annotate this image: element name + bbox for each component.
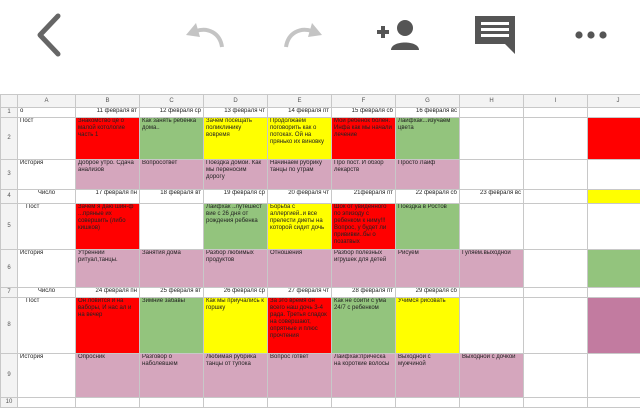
cell[interactable]: 15 февраля сб: [332, 108, 396, 118]
cell[interactable]: [460, 108, 524, 118]
sheet-row: [1, 298, 640, 354]
cell[interactable]: 25 февраля вт: [140, 288, 204, 298]
cell[interactable]: [396, 398, 460, 408]
cell[interactable]: 20 февраля чт: [268, 190, 332, 204]
cell[interactable]: [524, 160, 588, 190]
cell[interactable]: [332, 398, 396, 408]
cell[interactable]: 23 февраля вс: [460, 190, 524, 204]
cell[interactable]: 29 февраля сб: [396, 288, 460, 298]
cell[interactable]: [588, 108, 640, 118]
sheet-row: [1, 190, 640, 204]
cell[interactable]: Мой ребенок болен. Инфа как мы начали лечение: [332, 118, 396, 160]
column-header[interactable]: F: [332, 95, 396, 108]
cell[interactable]: [524, 354, 588, 398]
cell[interactable]: Пост: [18, 118, 76, 160]
more-options-icon[interactable]: [567, 10, 617, 60]
column-header[interactable]: D: [204, 95, 268, 108]
comment-icon[interactable]: [470, 10, 520, 60]
column-header[interactable]: E: [268, 95, 332, 108]
cell[interactable]: Как занять ребёнка дома..: [140, 118, 204, 160]
grid-table: [0, 94, 640, 408]
cell[interactable]: Поездка домой. Как мы переносим дорогу: [204, 160, 268, 190]
column-header[interactable]: J: [588, 95, 640, 108]
column-header[interactable]: C: [140, 95, 204, 108]
cell[interactable]: [524, 118, 588, 160]
cell[interactable]: 27 февраля чт: [268, 288, 332, 298]
sheet-row: [1, 354, 640, 398]
cell[interactable]: Пост: [18, 204, 76, 250]
column-header[interactable]: H: [460, 95, 524, 108]
cell[interactable]: Просто Лайф: [396, 160, 460, 190]
row-header[interactable]: 6: [1, 250, 18, 288]
cell[interactable]: [524, 204, 588, 250]
toolbar: [0, 0, 640, 92]
cell[interactable]: Утренний ритуал,танцы.: [76, 250, 140, 288]
column-header[interactable]: B: [76, 95, 140, 108]
cell[interactable]: Разбор любимых продуктов: [204, 250, 268, 288]
sheet-row: [1, 250, 640, 288]
cell[interactable]: Шок от увиденного по эпизоду с ребенком к ниму!!! Вопрос, у будет ли прививки..бы о позатвых: [332, 204, 396, 250]
cell[interactable]: [524, 190, 588, 204]
cell[interactable]: 13 февраля чт: [204, 108, 268, 118]
cell[interactable]: [588, 160, 640, 190]
cell[interactable]: Знакомство це о малой котологие часть 1: [76, 118, 140, 160]
redo-icon[interactable]: [278, 10, 328, 60]
row-header[interactable]: 10: [1, 398, 18, 408]
cell[interactable]: [588, 250, 640, 288]
sheet-row: [1, 288, 640, 298]
cell[interactable]: [524, 288, 588, 298]
cell[interactable]: Поездка в Ростов: [396, 204, 460, 250]
cell[interactable]: [588, 298, 640, 354]
sheet-row: [1, 160, 640, 190]
cell[interactable]: [268, 398, 332, 408]
select-all-corner[interactable]: [1, 95, 18, 108]
cell[interactable]: [460, 288, 524, 298]
cell[interactable]: [524, 298, 588, 354]
cell[interactable]: 17 февраля пн: [76, 190, 140, 204]
cell[interactable]: Начинаем рубрику танцы по утрам: [268, 160, 332, 190]
sheet-row: [1, 118, 640, 160]
add-person-icon[interactable]: [374, 10, 424, 60]
cell[interactable]: Он ловится и на ваборы, И нас ал и на вечер: [76, 298, 140, 354]
cell[interactable]: Разбор полезных игрушек для детей: [332, 250, 396, 288]
cell[interactable]: [588, 118, 640, 160]
cell[interactable]: Гуляем.выходной: [460, 250, 524, 288]
cell[interactable]: [524, 398, 588, 408]
cell[interactable]: 22 февраля сб: [396, 190, 460, 204]
cell[interactable]: [588, 354, 640, 398]
cell[interactable]: 11 февраля вт: [76, 108, 140, 118]
back-arrow-icon[interactable]: [22, 10, 72, 60]
column-header[interactable]: A: [18, 95, 76, 108]
cell[interactable]: [460, 298, 524, 354]
column-header-row: [1, 95, 640, 108]
column-header[interactable]: G: [396, 95, 460, 108]
cell[interactable]: Занятия дома: [140, 250, 204, 288]
row-header[interactable]: 2: [1, 118, 18, 160]
cell[interactable]: [460, 160, 524, 190]
sheet-row: [1, 204, 640, 250]
undo-icon[interactable]: [180, 10, 230, 60]
cell[interactable]: [18, 398, 76, 408]
row-header[interactable]: 5: [1, 204, 18, 250]
cell[interactable]: о: [18, 108, 76, 118]
cell[interactable]: [588, 204, 640, 250]
cell[interactable]: Выходной с дочкой: [460, 354, 524, 398]
cell[interactable]: Зачем я даю шин-ф ...пряные их совершить (либо кишков): [76, 204, 140, 250]
cell[interactable]: [588, 288, 640, 298]
cell[interactable]: [460, 118, 524, 160]
cell[interactable]: 19 февраля ср: [204, 190, 268, 204]
row-header[interactable]: 1: [1, 108, 18, 118]
cell[interactable]: [460, 204, 524, 250]
row-header[interactable]: 3: [1, 160, 18, 190]
cell[interactable]: Доброе утро. Сдача анализов: [76, 160, 140, 190]
cell[interactable]: Отношения: [268, 250, 332, 288]
cell[interactable]: Учимся рисовать: [396, 298, 460, 354]
cell[interactable]: [204, 398, 268, 408]
cell[interactable]: [524, 250, 588, 288]
cell[interactable]: 18 февраля вт: [140, 190, 204, 204]
cell[interactable]: Число: [18, 190, 76, 204]
cell[interactable]: 12 февраля ср: [140, 108, 204, 118]
cell[interactable]: 28 февраля пт: [332, 288, 396, 298]
cell[interactable]: Лайфхак:прическа на короткие волосы: [332, 354, 396, 398]
cell[interactable]: 24 февраля пн: [76, 288, 140, 298]
cell[interactable]: Пост: [18, 298, 76, 354]
sheet-row: [1, 108, 640, 118]
cell[interactable]: Про пост. И обзор лекарств: [332, 160, 396, 190]
cell[interactable]: 16 февраля вс: [396, 108, 460, 118]
spreadsheet-grid: [0, 94, 640, 417]
cell[interactable]: 26 февраля ср: [204, 288, 268, 298]
cell[interactable]: История: [18, 250, 76, 288]
cell[interactable]: Вопрос /ответ: [268, 354, 332, 398]
cell[interactable]: Рисуем: [396, 250, 460, 288]
row-header[interactable]: 9: [1, 354, 18, 398]
row-header[interactable]: 4: [1, 190, 18, 204]
row-header[interactable]: 7: [1, 288, 18, 298]
row-header[interactable]: 8: [1, 298, 18, 354]
cell[interactable]: Продолжаем поговорить как о потоках. Ой на прянько их виновку: [268, 118, 332, 160]
cell[interactable]: История: [18, 354, 76, 398]
cell[interactable]: [524, 108, 588, 118]
cell[interactable]: История: [18, 160, 76, 190]
cell[interactable]: Любимая рубрика танцы от тупока: [204, 354, 268, 398]
cell[interactable]: Опросник: [76, 354, 140, 398]
cell[interactable]: Зимние забавы: [140, 298, 204, 354]
cell[interactable]: За это время он всего наш дочь 3-4 рада. Третья сладок на совершают, опрятные и плюс прочтения: [268, 298, 332, 354]
cell[interactable]: [140, 398, 204, 408]
cell[interactable]: [588, 398, 640, 408]
cell[interactable]: [460, 398, 524, 408]
cell[interactable]: [76, 398, 140, 408]
sheet-row: [1, 398, 640, 408]
cell[interactable]: Число: [18, 288, 76, 298]
cell[interactable]: Как не сойти с ума 24/7 с ребенком: [332, 298, 396, 354]
cell[interactable]: Лайфхак ..лутешест вие с 26 дня от рождения ребенка: [204, 204, 268, 250]
cell[interactable]: Как мы приучались к горшку: [204, 298, 268, 354]
column-header[interactable]: I: [524, 95, 588, 108]
cell[interactable]: Зачем посещать поликлинику вовремя: [204, 118, 268, 160]
cell[interactable]: 14 февраля пт: [268, 108, 332, 118]
cell[interactable]: [140, 204, 204, 250]
cell[interactable]: 21февраля пт: [332, 190, 396, 204]
cell[interactable]: Лайфхак...изучаем цвета: [396, 118, 460, 160]
cell[interactable]: Выходной с мужчиной: [396, 354, 460, 398]
cell[interactable]: Вопросответ: [140, 160, 204, 190]
cell[interactable]: [588, 190, 640, 204]
cell[interactable]: Разговор о наболевшем: [140, 354, 204, 398]
cell[interactable]: Борьба с аллергией..и все прелести диеты на которой сидит дочь: [268, 204, 332, 250]
